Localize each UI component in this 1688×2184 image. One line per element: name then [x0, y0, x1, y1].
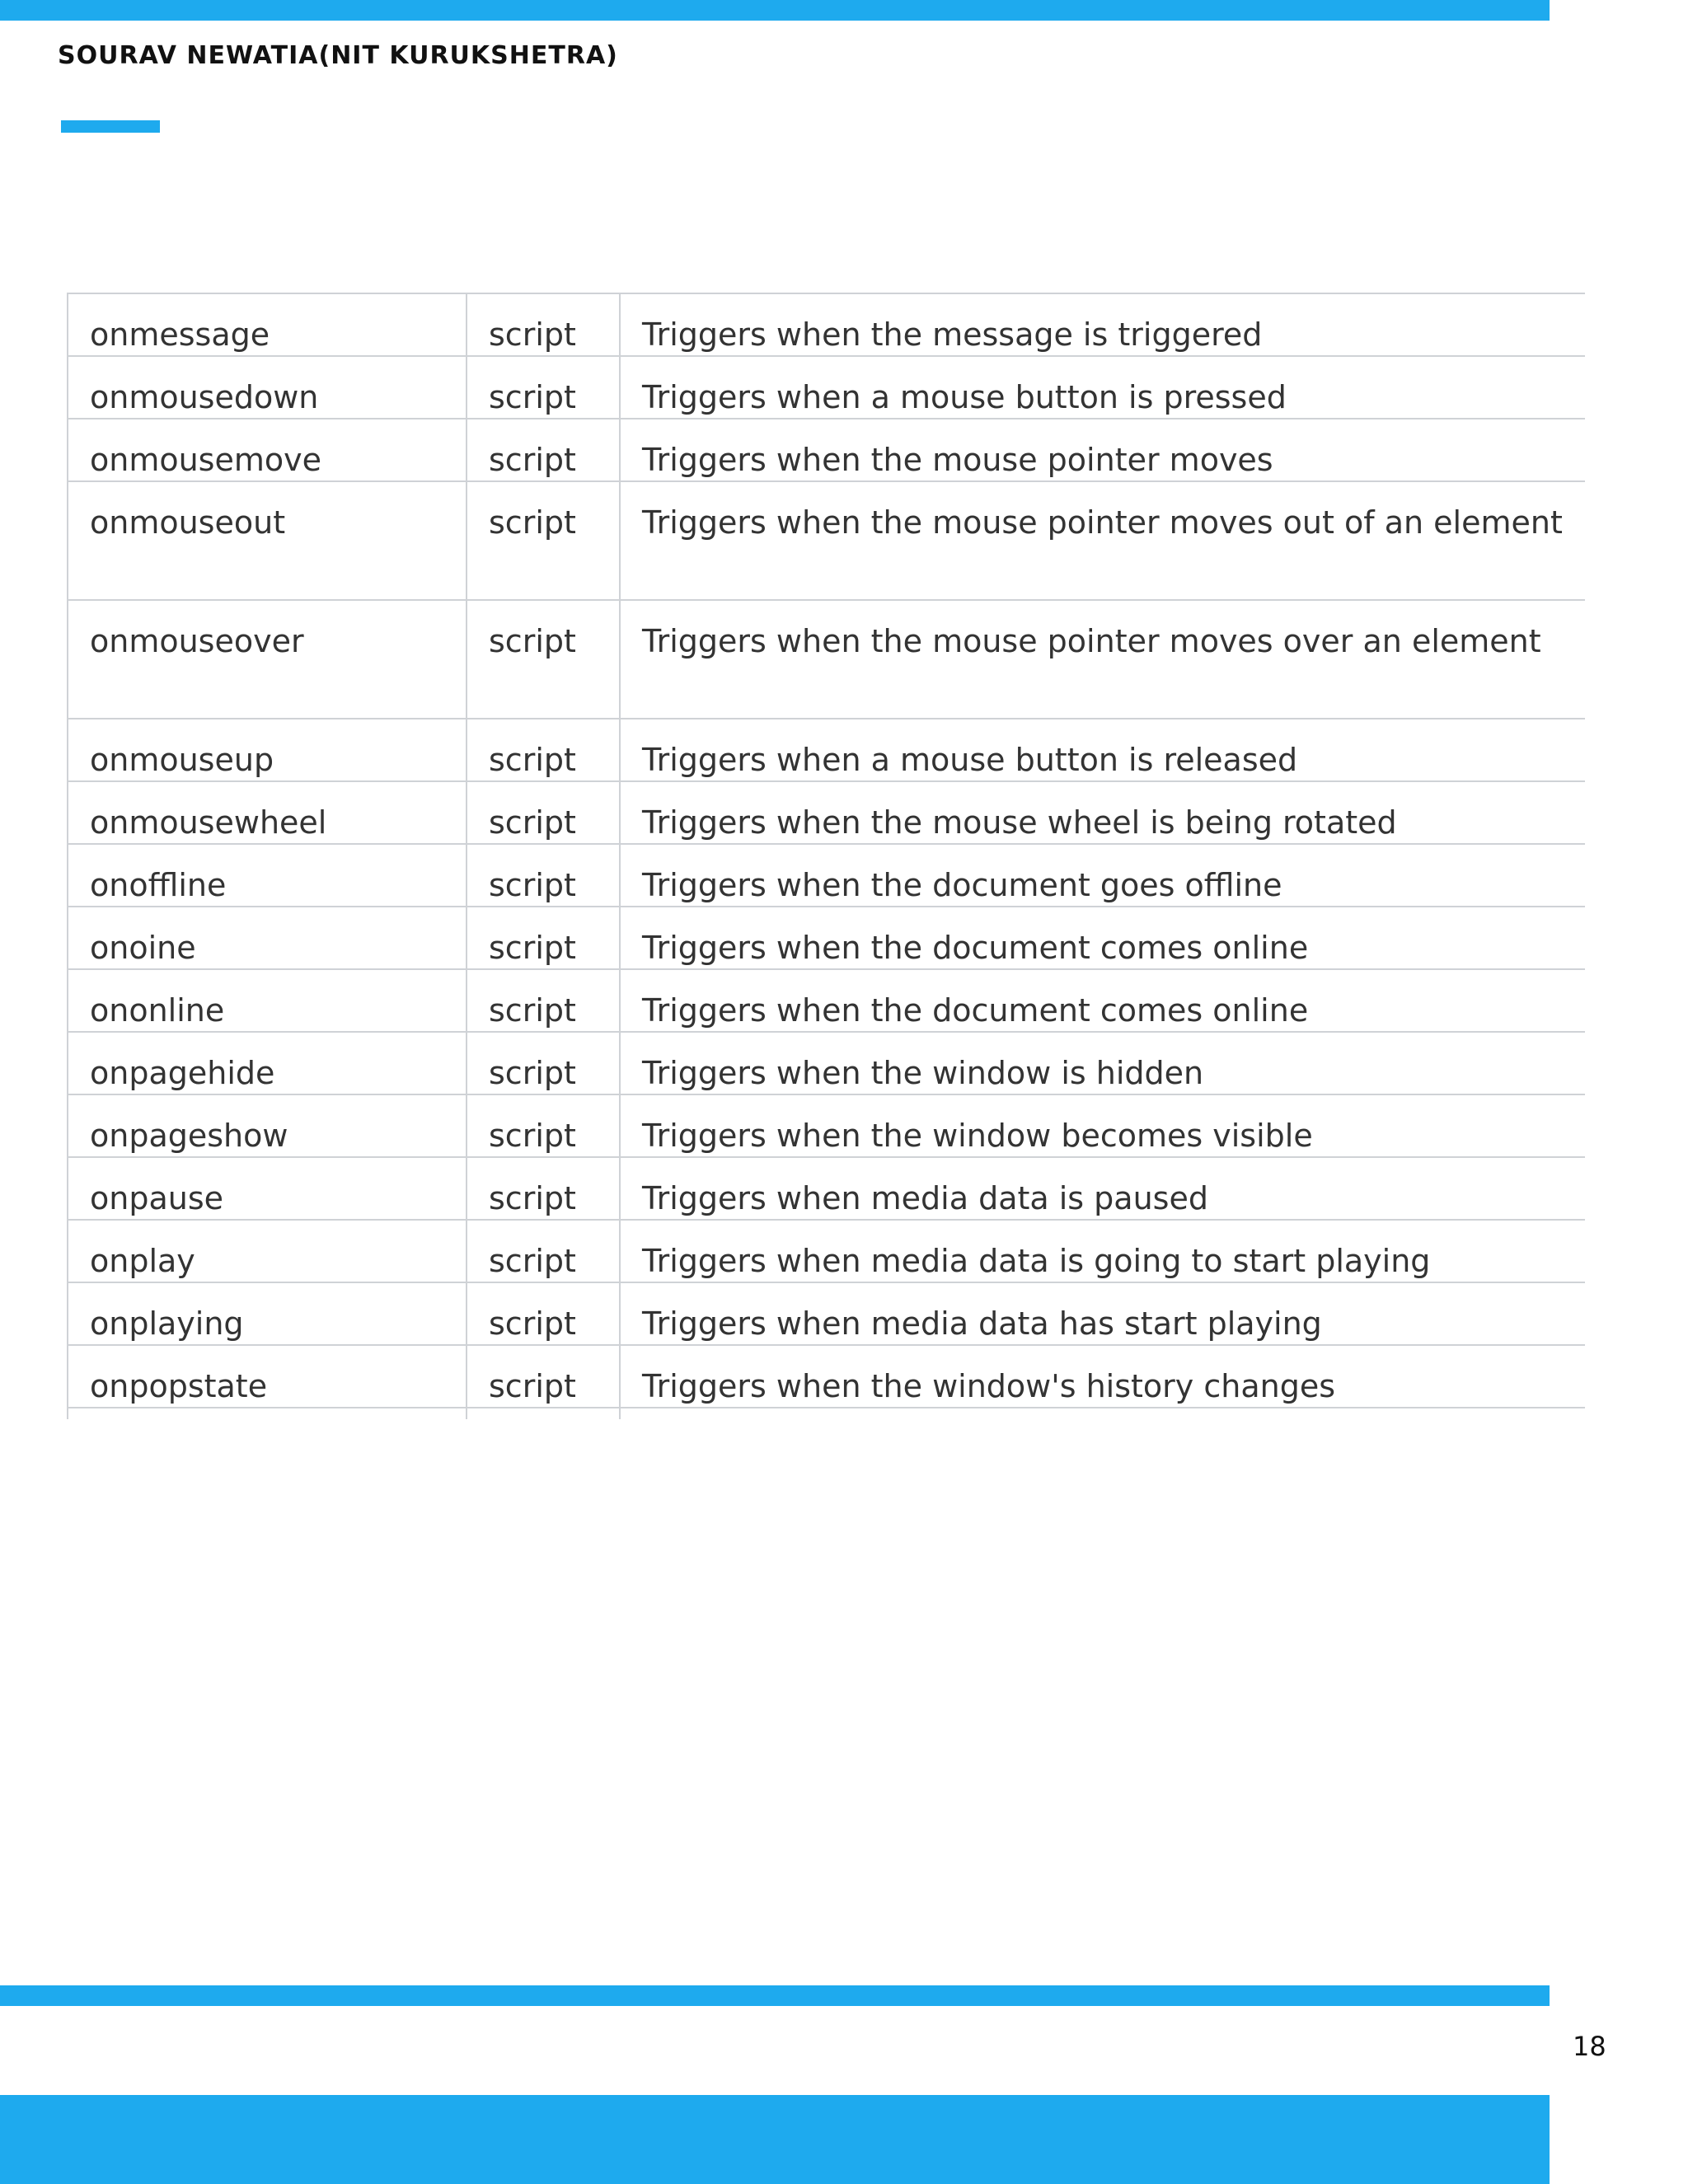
- event-name-cell: onpopstate: [68, 1345, 467, 1408]
- event-description-cell: Triggers when the mouse pointer moves over an element: [620, 600, 1585, 719]
- event-type-cell: script: [467, 907, 620, 969]
- event-type-cell: script: [467, 719, 620, 781]
- event-name-cell: onmouseup: [68, 719, 467, 781]
- event-name-cell: onpause: [68, 1157, 467, 1220]
- event-description-cell: Triggers when the window is hidden: [620, 1032, 1585, 1094]
- footer-band: [0, 2095, 1550, 2184]
- event-type-cell: script: [467, 844, 620, 907]
- event-type-cell: script: [467, 1220, 620, 1282]
- table-row: [68, 356, 1585, 419]
- table-row: [68, 969, 1585, 1032]
- event-name-cell: onmousewheel: [68, 781, 467, 844]
- event-description-cell: Triggers when the mouse pointer moves: [620, 419, 1585, 481]
- event-attributes-table: [67, 293, 1585, 1419]
- event-description-cell: Triggers when the window's history changes: [620, 1345, 1585, 1408]
- event-type-cell: script: [467, 1032, 620, 1094]
- event-description-cell: Triggers when the mouse pointer moves out of an element: [620, 481, 1585, 600]
- empty-cell: [620, 1408, 1585, 1419]
- page-header-title: SOURAV NEWATIA(NIT KURUKSHETRA): [58, 41, 618, 70]
- header-accent-line: [61, 120, 160, 133]
- table-row: [68, 293, 1585, 356]
- event-name-cell: onmousedown: [68, 356, 467, 419]
- table-row: [68, 907, 1585, 969]
- table-row: [68, 600, 1585, 719]
- event-name-cell: ononline: [68, 969, 467, 1032]
- event-type-cell: script: [467, 419, 620, 481]
- event-type-cell: script: [467, 1094, 620, 1157]
- table-row: [68, 1345, 1585, 1408]
- event-type-cell: script: [467, 1282, 620, 1345]
- table-row: [68, 719, 1585, 781]
- event-name-cell: onmouseover: [68, 600, 467, 719]
- event-type-cell: script: [467, 1157, 620, 1220]
- empty-cell: [467, 1408, 620, 1419]
- table-row: [68, 1282, 1585, 1345]
- event-name-cell: onplay: [68, 1220, 467, 1282]
- table-row: [68, 1032, 1585, 1094]
- table-row: [68, 481, 1585, 600]
- event-name-cell: onpagehide: [68, 1032, 467, 1094]
- table-row: [68, 1094, 1585, 1157]
- event-name-cell: onpageshow: [68, 1094, 467, 1157]
- event-name-cell: onmouseout: [68, 481, 467, 600]
- page-number: 18: [1573, 2031, 1606, 2062]
- event-description-cell: Triggers when the message is triggered: [620, 293, 1585, 356]
- event-type-cell: script: [467, 293, 620, 356]
- event-name-cell: onmousemove: [68, 419, 467, 481]
- event-name-cell: onoffline: [68, 844, 467, 907]
- table-row-stub: [68, 1408, 1585, 1419]
- event-description-cell: Triggers when media data is going to start playing: [620, 1220, 1585, 1282]
- event-name-cell: onmessage: [68, 293, 467, 356]
- event-description-cell: Triggers when the document goes offline: [620, 844, 1585, 907]
- empty-cell: [68, 1408, 467, 1419]
- table-row: [68, 844, 1585, 907]
- event-description-cell: Triggers when media data has start playing: [620, 1282, 1585, 1345]
- table-row: [68, 781, 1585, 844]
- top-accent-bar: [0, 0, 1550, 21]
- event-name-cell: onplaying: [68, 1282, 467, 1345]
- event-description-cell: Triggers when media data is paused: [620, 1157, 1585, 1220]
- events-table: [67, 293, 1585, 1419]
- event-type-cell: script: [467, 481, 620, 600]
- table-row: [68, 1157, 1585, 1220]
- event-name-cell: onoine: [68, 907, 467, 969]
- event-description-cell: Triggers when the document comes online: [620, 907, 1585, 969]
- event-description-cell: Triggers when the document comes online: [620, 969, 1585, 1032]
- event-type-cell: script: [467, 781, 620, 844]
- event-description-cell: Triggers when a mouse button is pressed: [620, 356, 1585, 419]
- table-row: [68, 1220, 1585, 1282]
- event-type-cell: script: [467, 356, 620, 419]
- event-description-cell: Triggers when the window becomes visible: [620, 1094, 1585, 1157]
- bottom-accent-bar: [0, 1985, 1550, 2006]
- event-type-cell: script: [467, 969, 620, 1032]
- event-type-cell: script: [467, 600, 620, 719]
- table-row: [68, 419, 1585, 481]
- event-description-cell: Triggers when a mouse button is released: [620, 719, 1585, 781]
- event-description-cell: Triggers when the mouse wheel is being rotated: [620, 781, 1585, 844]
- event-type-cell: script: [467, 1345, 620, 1408]
